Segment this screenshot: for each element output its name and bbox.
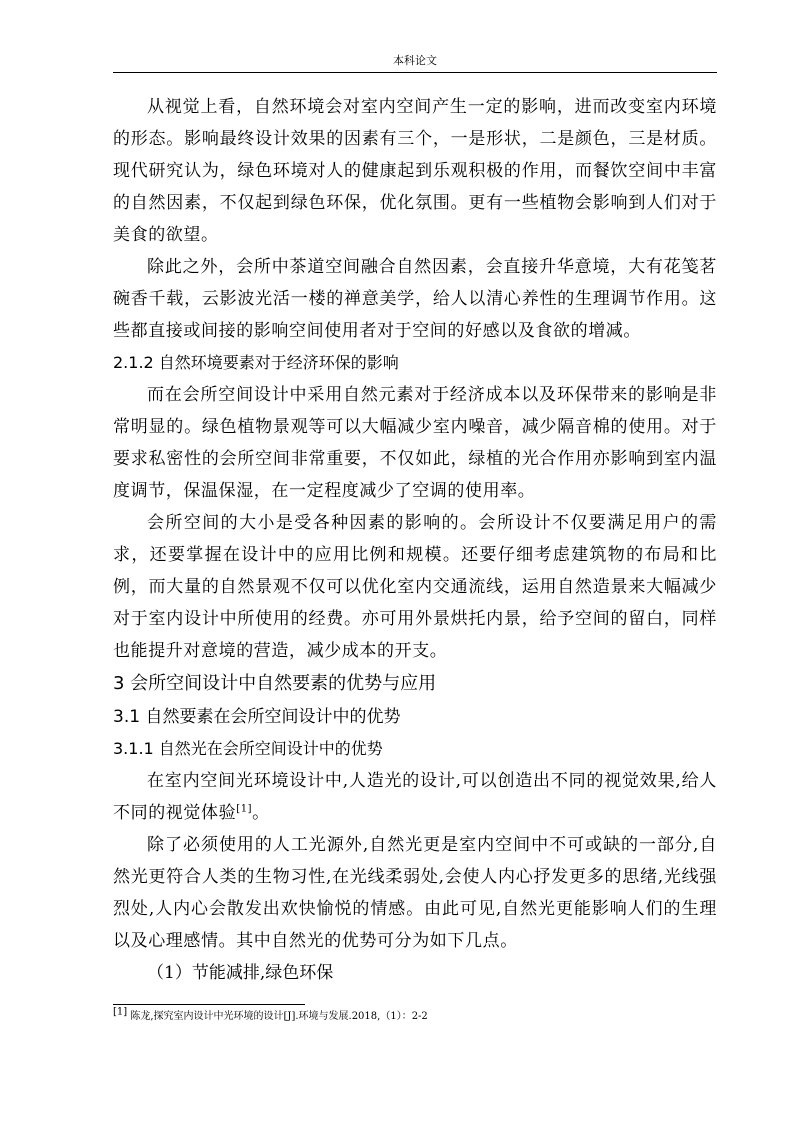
footnote-ref: [1] xyxy=(113,1006,128,1018)
paragraph-economy: 而在会所空间设计中采用自然元素对于经济成本以及环保带来的影响是非常明显的。绿色植物景观等可以大幅减少室内噪音，减少隔音棉的使用。对于要求私密性的会所空间非常重要，不仅如此，绿植的光合作用亦影响到室内温度调节，保温保湿，在一定程度减少了空调的使用率。 xyxy=(113,385,717,501)
footnote xyxy=(113,1006,717,1024)
heading-3-1-1: 3.1.1 自然光在会所空间设计中的优势 xyxy=(113,739,383,758)
heading-3: 3 会所空间设计中自然要素的优势与应用 xyxy=(113,673,437,694)
footnote-rule xyxy=(113,1004,305,1005)
paragraph-artificial-light xyxy=(113,765,717,829)
paragraph-natural-light: 除了必须使用的人工光源外,自然光更是室内空间中不可或缺的一部分,自然光更符合人类的生物习性,在光线柔弱处,会使人内心抒发更多的思绪,光线强烈处,人内心会散发出欢快愉悦的情感。由此可见,自然光更能影响人们的生理以及心理感情。其中自然光的优势可分为如下几点。 xyxy=(113,835,717,951)
paragraph-end-mark: 。 xyxy=(252,803,270,823)
heading-2-1-2: 2.1.2 自然环境要素对于经济环保的影响 xyxy=(113,353,399,372)
heading-3-1: 3.1 自然要素在会所空间设计中的优势 xyxy=(113,707,401,727)
footnote-text: 陈龙,探究室内设计中光环境的设计[J].环境与发展.2018,（1）：2-2 xyxy=(127,1011,428,1022)
paragraph-visual-impact: 从视觉上看，自然环境会对室内空间产生一定的影响，进而改变室内环境的形态。影响最终设计效果的因素有三个，一是形状，二是颜色，三是材质。现代研究认为，绿色环境对人的健康起到乐观积极的作用，而餐饮空间中丰富的自然因素，不仅起到绿色环保，优化氛围。更有一些植物会影响到人们对于美食的欲望。 xyxy=(113,97,717,245)
page-header: 本科论文 xyxy=(393,54,437,67)
paragraph-tea-space: 除此之外，会所中茶道空间融合自然因素，会直接升华意境，大有花笺茗碗香千载，云影波光活一楼的禅意美学，给人以清心养性的生理调节作用。这些都直接或间接的影响空间使用者对于空间的好感以及食欲的增减。 xyxy=(113,257,717,341)
citation-ref[interactable]: [1] xyxy=(236,803,253,815)
paragraph-artificial-light-text: 在室内空间光环境设计中,人造光的设计,可以创造出不同的视觉效果,给人不同的视觉体验 xyxy=(113,771,717,823)
paragraph-space-size: 会所空间的大小是受各种因素的影响的。会所设计不仅要满足用户的需求，还要掌握在设计中的应用比例和规模。还要仔细考虑建筑物的布局和比例，而大量的自然景观不仅可以优化室内交通流线，运用自然造景来大幅减少对于室内设计中所使用的经费。亦可用外景烘托内景，给予空间的留白，同样也能提升对意境的营造，减少成本的开支。 xyxy=(113,513,717,661)
page-content xyxy=(113,91,717,989)
list-item-energy-saving: （1）节能减排,绿色环保 xyxy=(147,963,334,983)
header-rule xyxy=(113,72,717,73)
